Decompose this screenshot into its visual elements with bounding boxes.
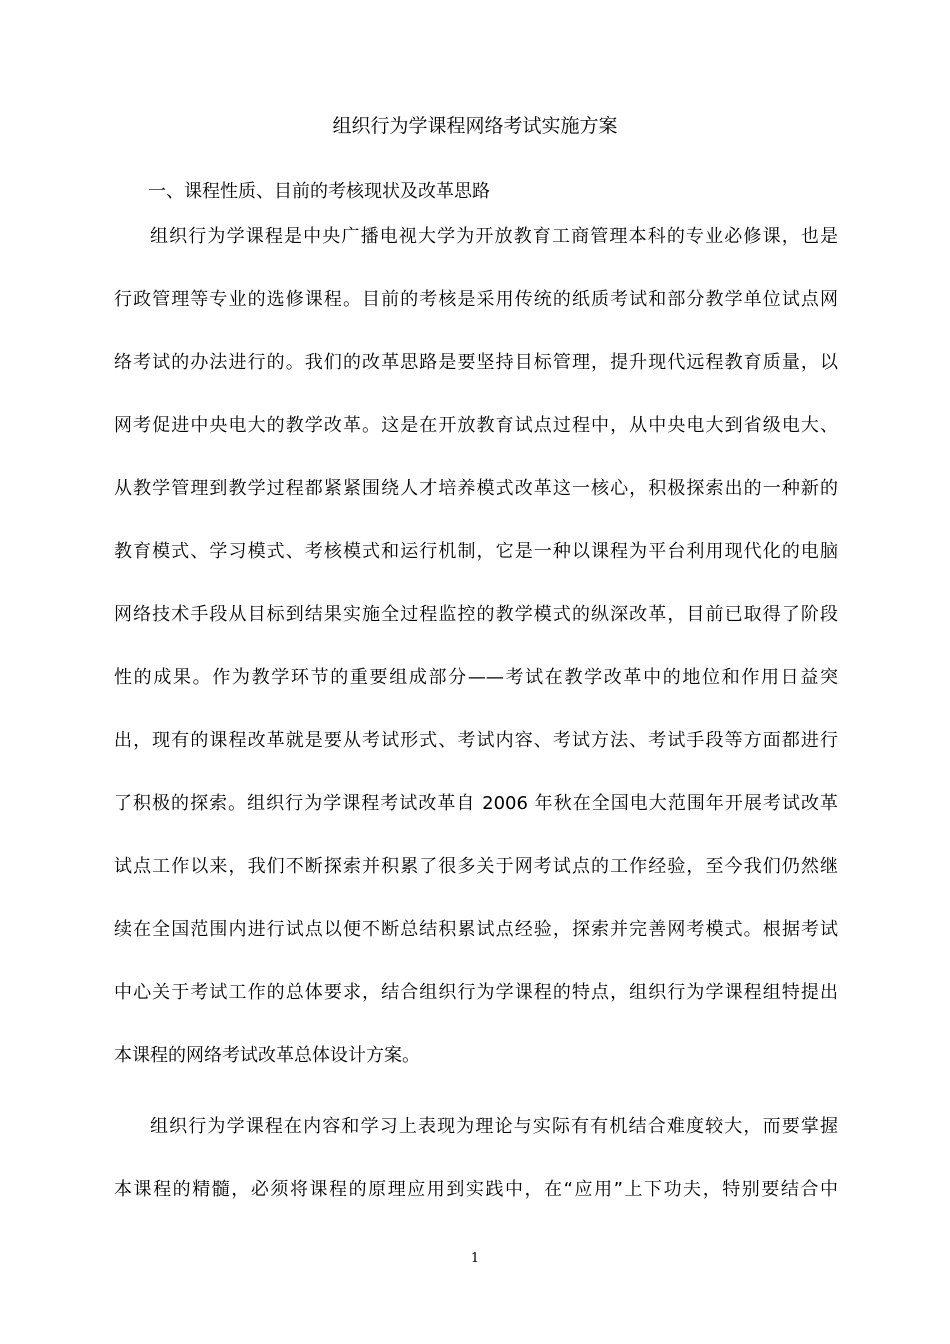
paragraph-line: 从教学管理到教学过程都紧紧围绕人才培养模式改革这一核心，积极探索出的一种新的 [114, 478, 838, 499]
section-heading: 一、课程性质、目前的考核现状及改革思路 [148, 181, 490, 202]
paragraph-line: 中心关于考试工作的总体要求，结合组织行为学课程的特点，组织行为学课程组特提出 [114, 982, 838, 1003]
paragraph-line: 网考促进中央电大的教学改革。这是在开放教育试点过程中，从中央电大到省级电大、 [114, 415, 838, 436]
paragraph-line: 试点工作以来，我们不断探索并积累了很多关于网考试点的工作经验，至今我们仍然继 [114, 856, 838, 877]
paragraph-line: 了积极的探索。组织行为学课程考试改革自 2006 年秋在全国电大范围年开展考试改革 [114, 793, 838, 814]
paragraph-line: 本课程的精髓，必须将课程的原理应用到实践中，在“应用”上下功夫，特别要结合中 [114, 1179, 838, 1200]
paragraph-line: 网络技术手段从目标到结果实施全过程监控的教学模式的纵深改革，目前已取得了阶段 [114, 604, 838, 625]
document-title: 组织行为学课程网络考试实施方案 [332, 115, 618, 137]
paragraph-line: 教育模式、学习模式、考核模式和运行机制，它是一种以课程为平台利用现代化的电脑 [114, 541, 838, 562]
paragraph-line: 出，现有的课程改革就是要从考试形式、考试内容、考试方法、考试手段等方面都进行 [114, 730, 838, 751]
paragraph-line: 本课程的网络考试改革总体设计方案。 [114, 1045, 420, 1066]
paragraph-line: 行政管理等专业的选修课程。目前的考核是采用传统的纸质考试和部分教学单位试点网 [114, 289, 838, 310]
paragraph-line: 性的成果。作为教学环节的重要组成部分——考试在教学改革中的地位和作用日益突 [114, 667, 838, 688]
paragraph-line: 组织行为学课程在内容和学习上表现为理论与实际有有机结合难度较大，而要掌握 [150, 1116, 838, 1137]
paragraph-line: 续在全国范围内进行试点以便不断总结积累试点经验，探索并完善网考模式。根据考试 [114, 919, 838, 940]
paragraph-line: 络考试的办法进行的。我们的改革思路是要坚持目标管理，提升现代远程教育质量，以 [114, 352, 838, 373]
paragraph-line: 组织行为学课程是中央广播电视大学为开放教育工商管理本科的专业必修课，也是 [150, 226, 838, 247]
page-number: 1 [470, 1251, 480, 1266]
